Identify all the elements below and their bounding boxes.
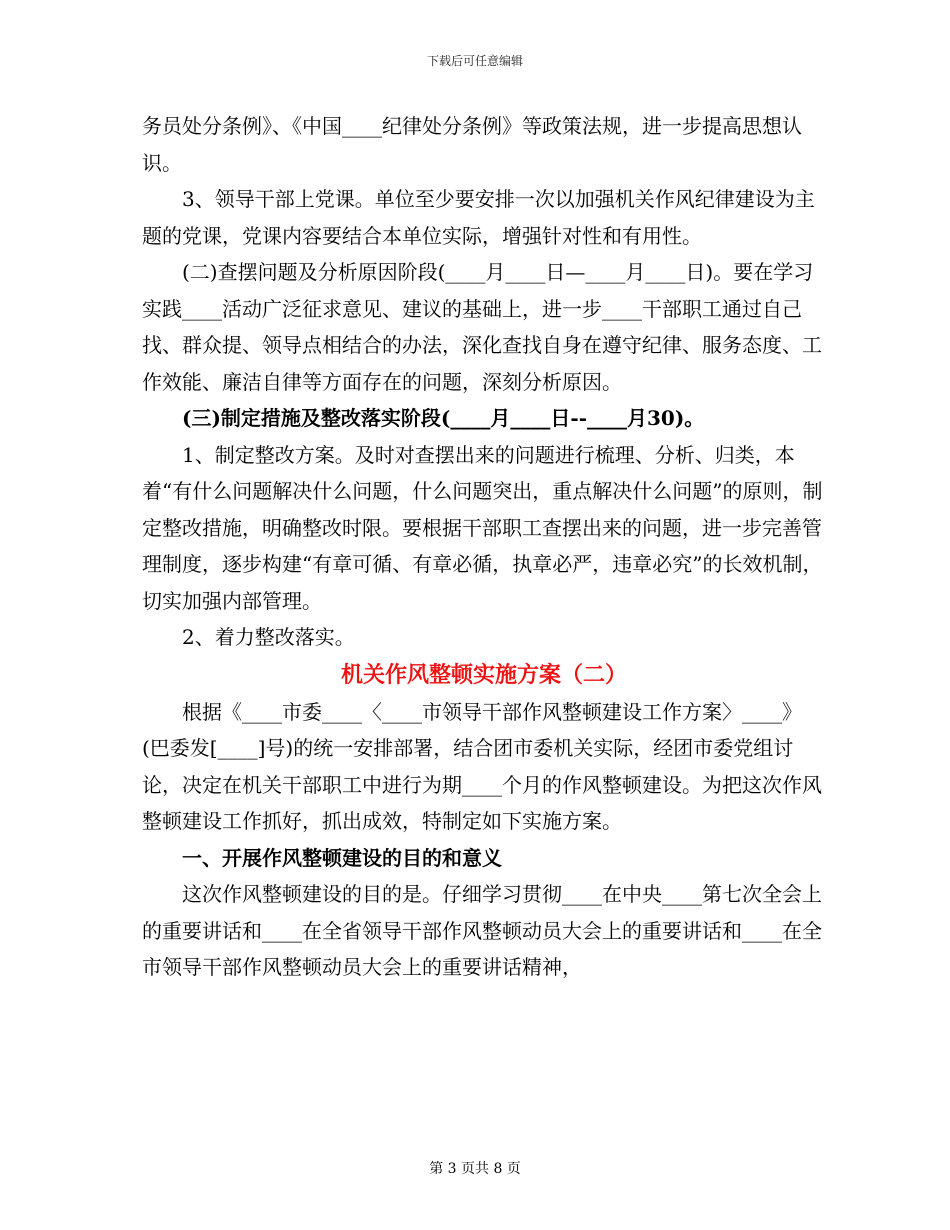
page-footer: 第 3 页共 8 页 [429,1161,521,1177]
paragraph: 务员处分条例》、《中国____纪律处分条例》等政策法规，进一步提高思想认识。 [142,114,802,175]
page-header: 下载后可任意编辑 [426,54,523,68]
paragraph: 2、着力整改落实。 [182,625,355,649]
paragraph: 根据《____市委____〈____市领导干部作风整顿建设工作方案〉____》(巴委发[____]号)的统一安排部署，结合团市委机关实际，经团市委党组讨论，决定在机关干部职工中进行为期____个月的作风整顿建设。为把这次作风整顿建设工作抓好，抓出成效，特制定如下实施方案。 [142,699,822,833]
paragraph: 这次作风整顿建设的目的是。仔细学习贯彻____在中央____第七次全会上的重要讲话和____在全省领导干部作风整顿动员大会上的重要讲话和____在全市领导干部作风整顿动员大会上的重要讲话精神， [142,882,822,979]
section-heading: (三)制定措施及整改落实阶段(____月____日--____月30)。 [182,406,705,430]
paragraph: (二)查摆问题及分析原因阶段(____月____日—____月____日)。要在学习实践____活动广泛征求意见、建议的基础上，进一步____干部职工通过自己找、群众提、领导点相结合的办法，深化查找自身在遵守纪律、服务态度、工作效能、廉洁自律等方面存在的问题，深刻分析原因。 [142,260,822,394]
section-heading: 一、开展作风整顿建设的目的和意义 [182,845,502,870]
document-body [142,108,826,986]
paragraph: 3、领导干部上党课。单位至少要安排一次以加强机关作风纪律建设为主题的党课，党课内容要结合本单位实际，增强针对性和有用性。 [142,187,815,248]
paragraph: 1、制定整改方案。及时对查摆出来的问题进行梳理、分析、归类，本着“有什么问题解决什么问题，什么问题突出，重点解决什么问题”的原则，制定整改措施，明确整改时限。要根据干部职工查摆出来的问题，进一步完善管理制度，逐步构建“有章可循、有章必循，执章必严，违章必究”的长效机制，切实加强内部管理。 [142,442,823,613]
document-title: 机关作风整顿实施方案（二） [340,661,627,688]
